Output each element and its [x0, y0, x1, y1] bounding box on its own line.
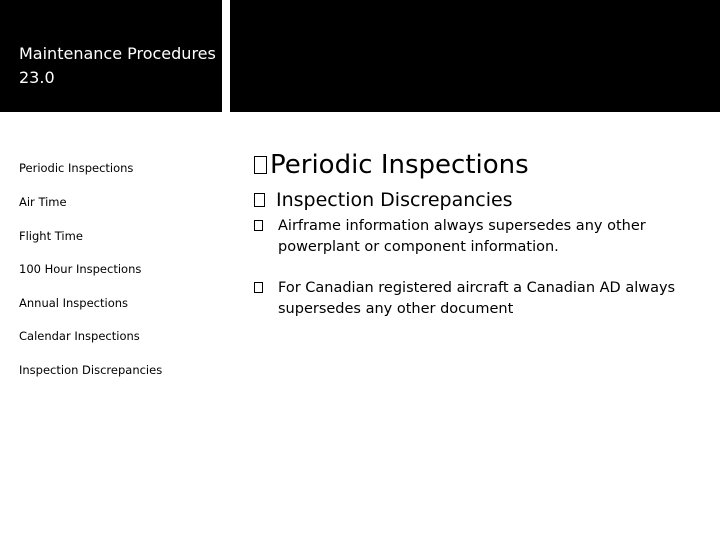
bullet-icon — [254, 282, 263, 293]
bullet-text: Airframe information always supersedes any other powerplant or component information. — [278, 218, 646, 255]
bullet-item — [254, 216, 704, 258]
sidebar-item-air-time[interactable]: Air Time — [19, 195, 67, 209]
sidebar-item-inspection-discrepancies[interactable]: Inspection Discrepancies — [19, 363, 163, 377]
subheading-row — [254, 186, 704, 214]
sidebar-item-flight-time[interactable]: Flight Time — [19, 229, 83, 243]
sidebar-item-100-hour-inspections[interactable]: 100 Hour Inspections — [19, 262, 142, 276]
heading-row — [254, 146, 704, 184]
bullet-text: For Canadian registered aircraft a Canadian AD always supersedes any other document — [278, 280, 676, 317]
sidebar-item-periodic-inspections[interactable]: Periodic Inspections — [19, 161, 134, 175]
sidebar-item-calendar-inspections[interactable]: Calendar Inspections — [19, 329, 140, 343]
bullet-icon — [254, 156, 267, 174]
header-bar — [230, 0, 720, 112]
content-heading: Periodic Inspections — [270, 150, 529, 180]
bullet-icon — [254, 193, 265, 207]
slide-content — [254, 146, 704, 320]
content-subheading: Inspection Discrepancies — [276, 189, 513, 211]
slide-title: Maintenance Procedures 23.0 — [19, 44, 216, 87]
sidebar-item-annual-inspections[interactable]: Annual Inspections — [19, 296, 129, 310]
title-panel — [0, 0, 222, 112]
bullet-item — [254, 278, 704, 320]
bullet-icon — [254, 220, 263, 231]
